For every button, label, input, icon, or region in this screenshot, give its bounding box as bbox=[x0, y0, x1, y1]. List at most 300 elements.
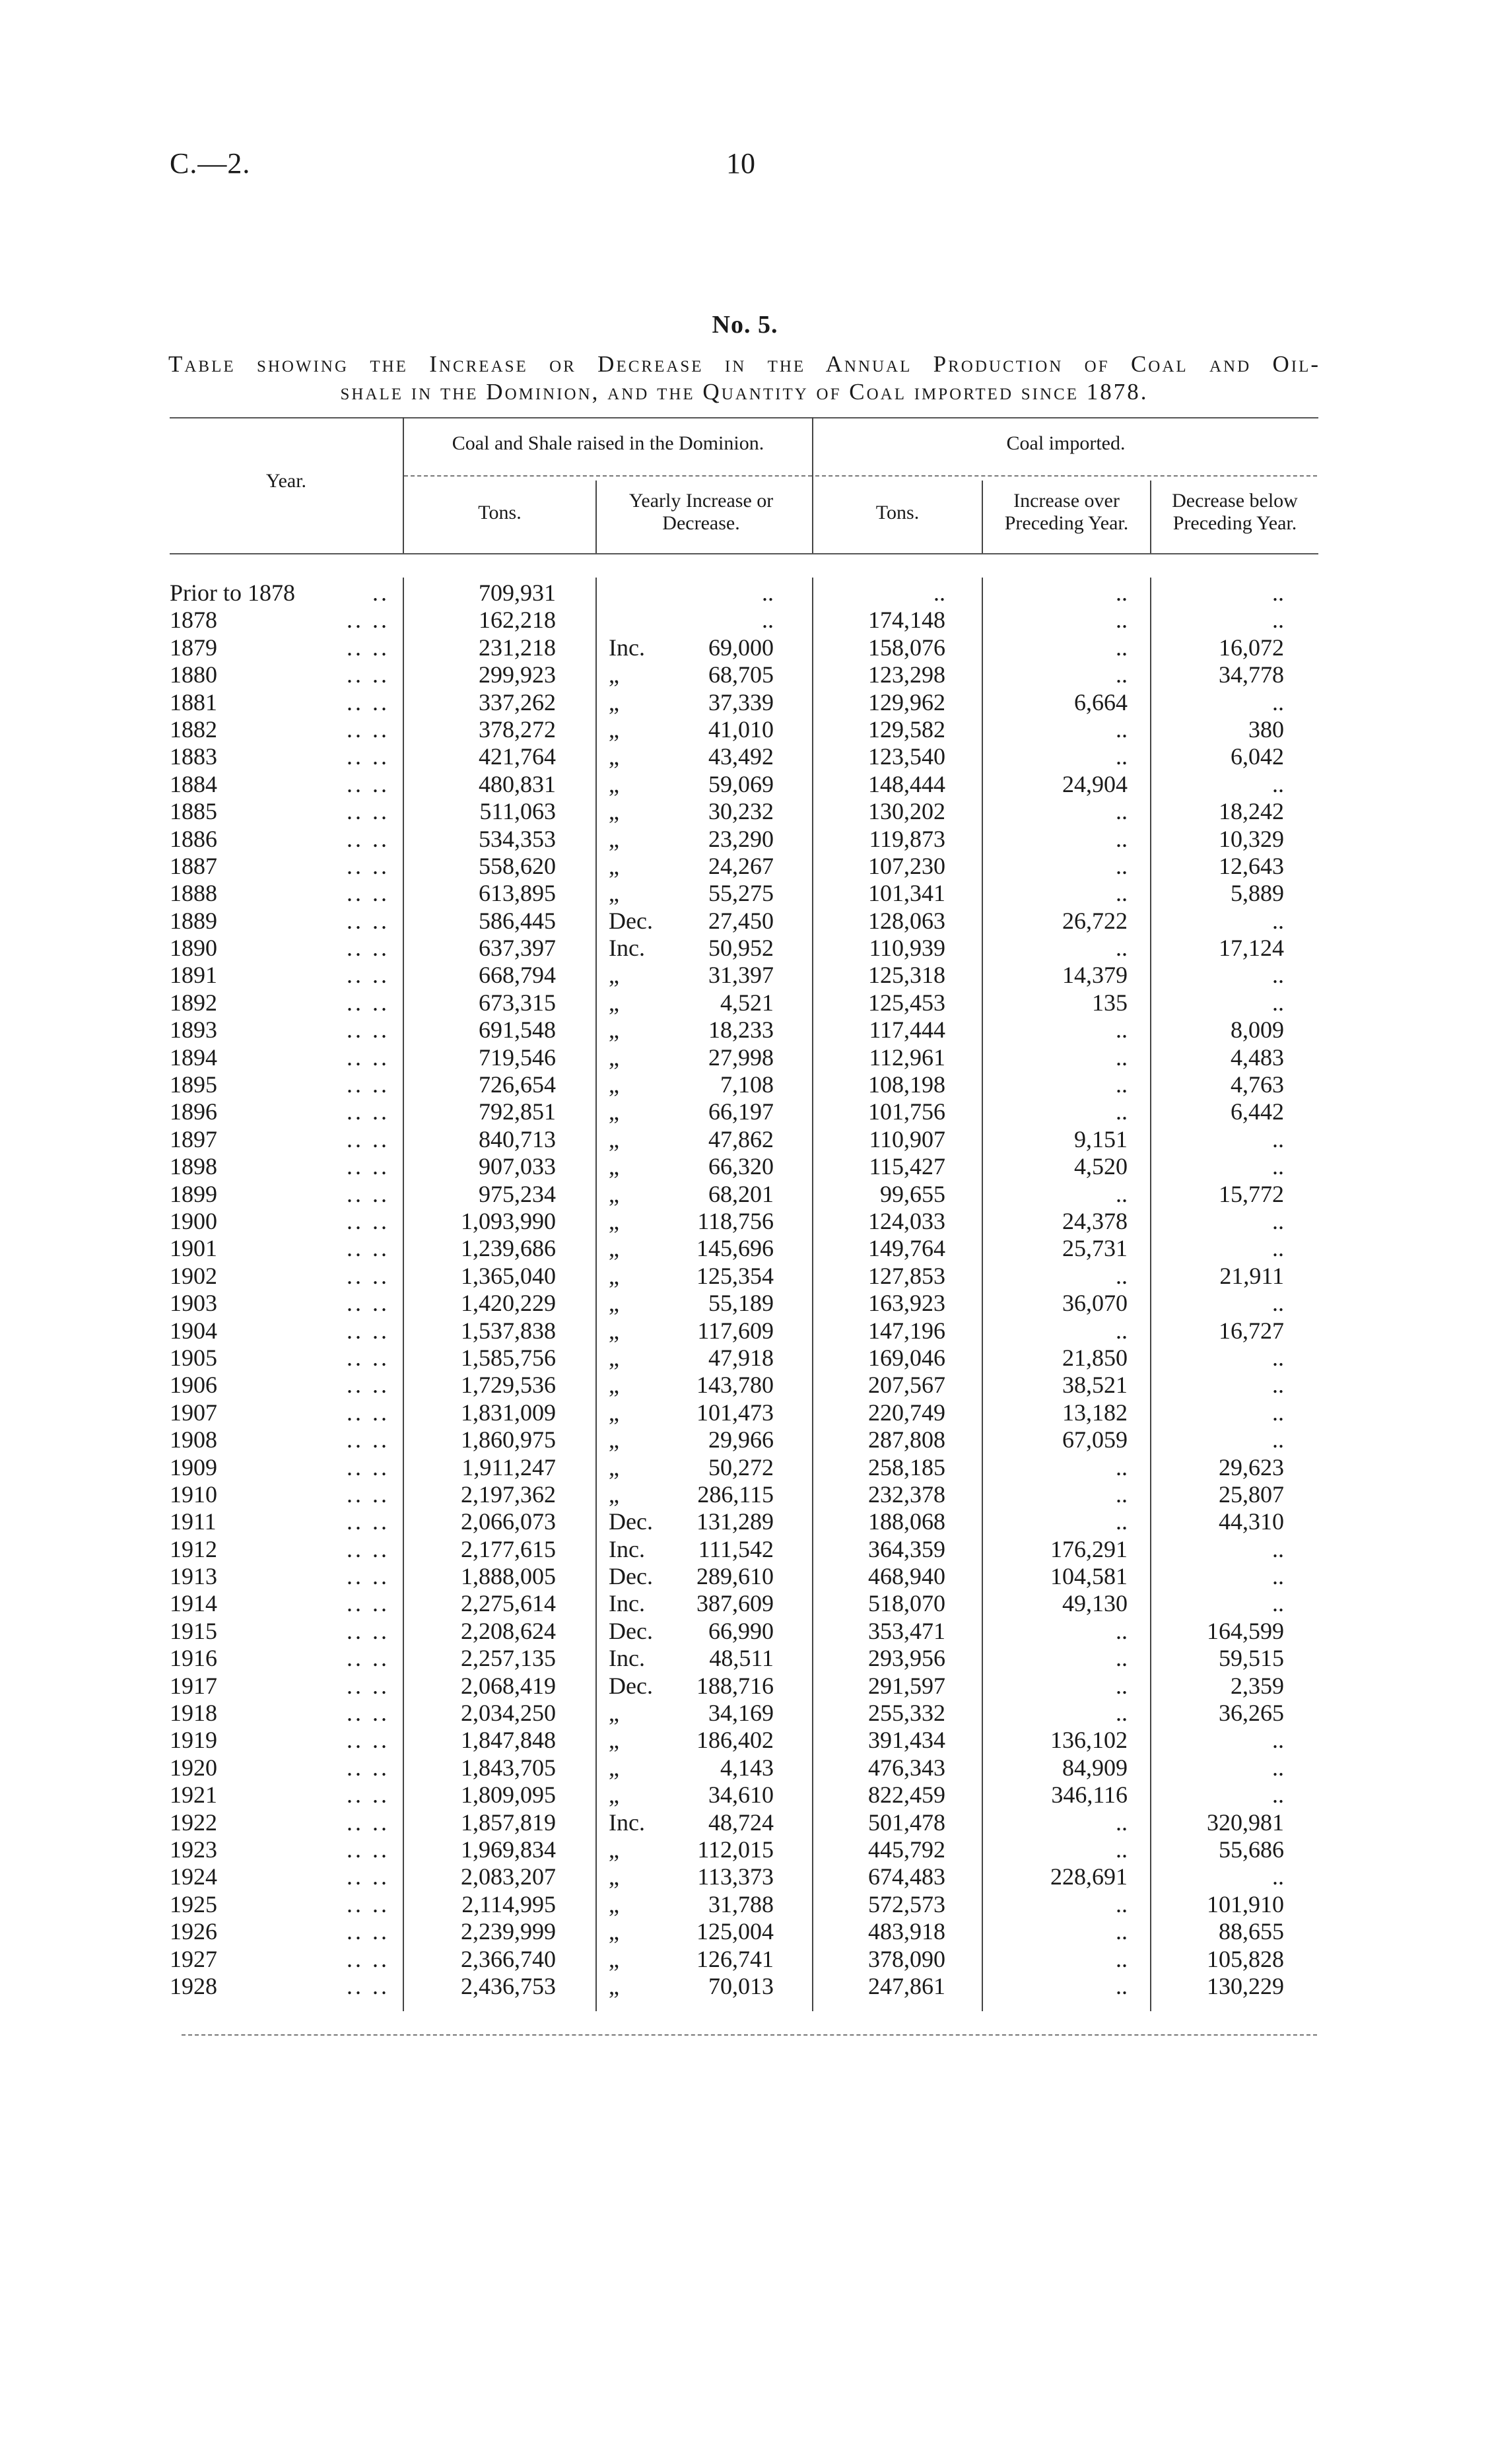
row-decrease-below: 8,009 bbox=[1231, 1016, 1284, 1044]
row-change-type: „ bbox=[609, 1044, 619, 1071]
table-row bbox=[0, 1071, 1490, 1098]
row-imported-tons: 255,332 bbox=[868, 1700, 945, 1727]
row-yearly-change: 24,267 bbox=[708, 852, 774, 879]
row-yearly-change: 31,788 bbox=[708, 1890, 774, 1917]
row-raised-tons: 2,197,362 bbox=[461, 1481, 556, 1508]
row-change-type: „ bbox=[609, 1426, 619, 1453]
table-row bbox=[0, 1454, 1490, 1481]
row-yearly-change: 113,373 bbox=[697, 1863, 774, 1890]
row-raised-tons: 1,729,536 bbox=[461, 1372, 556, 1399]
row-leader-dots: .. .. bbox=[347, 852, 389, 879]
row-imported-tons: 207,567 bbox=[868, 1372, 945, 1399]
row-decrease-below: .. bbox=[1272, 1754, 1284, 1781]
row-year: 1896 bbox=[170, 1098, 217, 1125]
row-leader-dots: .. .. bbox=[347, 1207, 389, 1234]
row-year: 1887 bbox=[170, 852, 217, 879]
row-year: 1900 bbox=[170, 1207, 217, 1234]
row-increase-over: .. bbox=[1116, 1071, 1128, 1098]
table-row bbox=[0, 1836, 1490, 1863]
page-number: 10 bbox=[726, 147, 755, 180]
row-year: 1911 bbox=[170, 1508, 217, 1535]
row-yearly-change: 66,320 bbox=[708, 1153, 774, 1180]
row-imported-tons: 163,923 bbox=[868, 1290, 945, 1317]
row-leader-dots: .. .. bbox=[347, 1098, 389, 1125]
row-increase-over: .. bbox=[1116, 634, 1128, 661]
row-yearly-change: 7,108 bbox=[720, 1071, 774, 1098]
row-change-type: „ bbox=[609, 661, 619, 688]
table-row bbox=[0, 1973, 1490, 2000]
row-leader-dots: .. .. bbox=[347, 1125, 389, 1152]
row-yearly-change: 41,010 bbox=[708, 716, 774, 743]
row-yearly-change: 34,610 bbox=[708, 1781, 774, 1809]
row-leader-dots: .. .. bbox=[347, 1590, 389, 1617]
row-raised-tons: 613,895 bbox=[479, 880, 556, 907]
row-raised-tons: 1,831,009 bbox=[461, 1399, 556, 1426]
row-increase-over: .. bbox=[1116, 1317, 1128, 1344]
row-change-type: „ bbox=[609, 770, 619, 797]
row-increase-over: 228,691 bbox=[1050, 1863, 1128, 1890]
row-yearly-change: 47,918 bbox=[708, 1344, 774, 1371]
row-raised-tons: 1,537,838 bbox=[461, 1317, 556, 1344]
row-change-type: Dec. bbox=[609, 1508, 653, 1535]
table-row bbox=[0, 1590, 1490, 1617]
row-imported-tons: 127,853 bbox=[868, 1262, 945, 1289]
row-raised-tons: 1,093,990 bbox=[461, 1207, 556, 1234]
row-imported-tons: 149,764 bbox=[868, 1235, 945, 1262]
table-row bbox=[0, 1126, 1490, 1153]
row-change-type: „ bbox=[609, 1235, 619, 1262]
table-row bbox=[0, 1317, 1490, 1345]
row-increase-over: .. bbox=[1116, 935, 1128, 962]
row-yearly-change: 387,609 bbox=[696, 1590, 774, 1617]
row-year: 1920 bbox=[170, 1754, 217, 1781]
row-yearly-change: 117,609 bbox=[697, 1317, 774, 1344]
row-leader-dots: .. .. bbox=[347, 825, 389, 852]
row-yearly-change: 29,966 bbox=[708, 1426, 774, 1453]
row-leader-dots: .. .. bbox=[347, 1863, 389, 1890]
row-yearly-change: 30,232 bbox=[708, 798, 774, 825]
row-decrease-below: .. bbox=[1272, 1207, 1284, 1234]
row-decrease-below: .. bbox=[1272, 907, 1284, 934]
row-raised-tons: 162,218 bbox=[479, 607, 556, 634]
row-year: 1888 bbox=[170, 880, 217, 907]
row-decrease-below: 105,828 bbox=[1207, 1945, 1284, 1972]
row-yearly-change: 69,000 bbox=[708, 634, 774, 661]
row-raised-tons: 637,397 bbox=[479, 935, 556, 962]
row-imported-tons: 107,230 bbox=[868, 852, 945, 879]
row-increase-over: 136,102 bbox=[1050, 1727, 1128, 1754]
row-decrease-below: .. bbox=[1272, 607, 1284, 634]
row-yearly-change: 48,724 bbox=[708, 1809, 774, 1836]
row-raised-tons: 558,620 bbox=[479, 852, 556, 879]
row-leader-dots: .. .. bbox=[347, 661, 389, 688]
row-year: 1925 bbox=[170, 1890, 217, 1917]
row-year: 1913 bbox=[170, 1563, 217, 1590]
row-raised-tons: 2,239,999 bbox=[461, 1918, 556, 1945]
row-raised-tons: 1,860,975 bbox=[461, 1426, 556, 1453]
table-row bbox=[0, 1372, 1490, 1399]
table-row bbox=[0, 880, 1490, 907]
row-change-type: „ bbox=[609, 880, 619, 907]
row-decrease-below: 4,483 bbox=[1231, 1044, 1284, 1071]
row-leader-dots: .. .. bbox=[347, 716, 389, 743]
row-yearly-change: .. bbox=[762, 607, 774, 634]
row-raised-tons: 1,365,040 bbox=[461, 1262, 556, 1289]
table-row bbox=[0, 962, 1490, 989]
row-increase-over: .. bbox=[1116, 1672, 1128, 1699]
row-year: 1879 bbox=[170, 634, 217, 661]
row-yearly-change: 143,780 bbox=[696, 1372, 774, 1399]
table-row bbox=[0, 771, 1490, 798]
header-imported-tons: Tons. bbox=[875, 502, 920, 523]
table-row bbox=[0, 989, 1490, 1016]
row-yearly-change: 66,197 bbox=[708, 1098, 774, 1125]
table-row bbox=[0, 1536, 1490, 1563]
row-leader-dots: .. .. bbox=[347, 1016, 389, 1044]
row-imported-tons: 117,444 bbox=[869, 1016, 945, 1044]
row-raised-tons: 668,794 bbox=[479, 962, 556, 989]
row-raised-tons: 1,969,834 bbox=[461, 1836, 556, 1863]
row-increase-over: 21,850 bbox=[1062, 1344, 1128, 1371]
row-raised-tons: 2,066,073 bbox=[461, 1508, 556, 1535]
row-raised-tons: 421,764 bbox=[479, 743, 556, 770]
row-imported-tons: 364,359 bbox=[868, 1535, 945, 1562]
row-yearly-change: 112,015 bbox=[697, 1836, 774, 1863]
row-imported-tons: 147,196 bbox=[868, 1317, 945, 1344]
row-decrease-below: 2,359 bbox=[1231, 1672, 1284, 1699]
row-change-type: „ bbox=[609, 1372, 619, 1399]
row-decrease-below: 130,229 bbox=[1207, 1972, 1284, 1999]
row-decrease-below: .. bbox=[1272, 1863, 1284, 1890]
header-decrease-below: Decrease below Preceding Year. bbox=[1172, 490, 1298, 534]
row-imported-tons: 293,956 bbox=[868, 1645, 945, 1672]
row-decrease-below: 12,643 bbox=[1219, 852, 1284, 879]
row-imported-tons: 483,918 bbox=[868, 1918, 945, 1945]
row-yearly-change: 70,013 bbox=[708, 1972, 774, 1999]
row-year: 1922 bbox=[170, 1809, 217, 1836]
row-leader-dots: .. .. bbox=[347, 743, 389, 770]
row-imported-tons: 169,046 bbox=[868, 1344, 945, 1371]
row-yearly-change: 188,716 bbox=[696, 1672, 774, 1699]
row-raised-tons: 2,275,614 bbox=[461, 1590, 556, 1617]
row-change-type: „ bbox=[609, 1071, 619, 1098]
row-raised-tons: 586,445 bbox=[479, 907, 556, 934]
table-title-line-2-text: shale in the Dominion, and the Quantity of Coal imported since 1878. bbox=[340, 379, 1149, 405]
row-yearly-change: 145,696 bbox=[696, 1235, 774, 1262]
row-decrease-below: 36,265 bbox=[1219, 1700, 1284, 1727]
table-row bbox=[0, 743, 1490, 770]
row-year: 1918 bbox=[170, 1700, 217, 1727]
row-leader-dots: .. .. bbox=[347, 607, 389, 634]
header-top-rule bbox=[170, 417, 1318, 418]
row-change-type: Dec. bbox=[609, 1617, 653, 1644]
row-increase-over: .. bbox=[1116, 1645, 1128, 1672]
row-year: 1890 bbox=[170, 935, 217, 962]
row-raised-tons: 2,114,995 bbox=[461, 1890, 556, 1917]
row-year: 1908 bbox=[170, 1426, 217, 1453]
row-imported-tons: 476,343 bbox=[868, 1754, 945, 1781]
row-change-type: Inc. bbox=[609, 1535, 645, 1562]
table-row bbox=[0, 1645, 1490, 1672]
row-increase-over: .. bbox=[1116, 798, 1128, 825]
row-year: 1894 bbox=[170, 1044, 217, 1071]
row-increase-over: .. bbox=[1116, 1453, 1128, 1481]
row-yearly-change: .. bbox=[762, 580, 774, 606]
row-imported-tons: 130,202 bbox=[868, 798, 945, 825]
row-decrease-below: 16,072 bbox=[1219, 634, 1284, 661]
row-imported-tons: 445,792 bbox=[868, 1836, 945, 1863]
row-imported-tons: 101,341 bbox=[868, 880, 945, 907]
row-imported-tons: 378,090 bbox=[868, 1945, 945, 1972]
header-year: Year. bbox=[265, 470, 307, 492]
row-change-type: „ bbox=[609, 1262, 619, 1289]
row-decrease-below: 15,772 bbox=[1219, 1180, 1284, 1207]
row-change-type: „ bbox=[609, 1317, 619, 1344]
row-increase-over: 38,521 bbox=[1062, 1372, 1128, 1399]
row-change-type: „ bbox=[609, 1207, 619, 1234]
row-leader-dots: .. .. bbox=[347, 1344, 389, 1371]
row-yearly-change: 47,862 bbox=[708, 1125, 774, 1152]
header-raised-tons: Tons. bbox=[478, 502, 522, 523]
row-raised-tons: 1,239,686 bbox=[461, 1235, 556, 1262]
row-imported-tons: 518,070 bbox=[868, 1590, 945, 1617]
row-imported-tons: 158,076 bbox=[868, 634, 945, 661]
row-decrease-below: .. bbox=[1272, 1399, 1284, 1426]
table-row bbox=[0, 1673, 1490, 1700]
table-row bbox=[0, 1563, 1490, 1590]
row-leader-dots: .. .. bbox=[347, 907, 389, 934]
table-row bbox=[0, 1044, 1490, 1071]
table-row bbox=[0, 634, 1490, 661]
row-year: 1882 bbox=[170, 716, 217, 743]
row-year: 1905 bbox=[170, 1344, 217, 1371]
row-increase-over: .. bbox=[1116, 716, 1128, 743]
row-leader-dots: .. .. bbox=[347, 1563, 389, 1590]
row-leader-dots: .. .. bbox=[347, 1645, 389, 1672]
row-leader-dots: .. .. bbox=[347, 1071, 389, 1098]
row-change-type: „ bbox=[609, 798, 619, 825]
row-increase-over: 24,904 bbox=[1062, 770, 1128, 797]
row-change-type: „ bbox=[609, 962, 619, 989]
row-year: 1895 bbox=[170, 1071, 217, 1098]
row-yearly-change: 186,402 bbox=[696, 1727, 774, 1754]
row-raised-tons: 1,847,848 bbox=[461, 1727, 556, 1754]
row-decrease-below: 44,310 bbox=[1219, 1508, 1284, 1535]
table-row bbox=[0, 607, 1490, 634]
row-decrease-below: 6,042 bbox=[1231, 743, 1284, 770]
row-increase-over: 176,291 bbox=[1050, 1535, 1128, 1562]
row-leader-dots: .. .. bbox=[347, 1044, 389, 1071]
row-yearly-change: 118,756 bbox=[697, 1207, 774, 1234]
row-change-type: „ bbox=[609, 1399, 619, 1426]
table-row bbox=[0, 1426, 1490, 1453]
row-leader-dots: .. .. bbox=[347, 1481, 389, 1508]
header-increase-over: Increase over Preceding Year. bbox=[1004, 490, 1129, 534]
row-year: 1878 bbox=[170, 607, 217, 634]
row-leader-dots: .. .. bbox=[347, 1235, 389, 1262]
row-leader-dots: .. .. bbox=[347, 1672, 389, 1699]
row-imported-tons: 123,298 bbox=[868, 661, 945, 688]
row-year: 1921 bbox=[170, 1781, 217, 1809]
row-imported-tons: 148,444 bbox=[868, 770, 945, 797]
row-increase-over: 26,722 bbox=[1062, 907, 1128, 934]
group-divider-imported bbox=[815, 475, 1317, 477]
row-increase-over: 49,130 bbox=[1062, 1590, 1128, 1617]
header-bottom-rule bbox=[170, 553, 1318, 554]
row-decrease-below: .. bbox=[1272, 1727, 1284, 1754]
row-increase-over: .. bbox=[1116, 1016, 1128, 1044]
row-leader-dots: .. .. bbox=[347, 1700, 389, 1727]
row-yearly-change: 125,354 bbox=[696, 1262, 774, 1289]
row-change-type: „ bbox=[609, 1453, 619, 1481]
row-imported-tons: 188,068 bbox=[868, 1508, 945, 1535]
row-increase-over: .. bbox=[1116, 1508, 1128, 1535]
row-yearly-change: 66,990 bbox=[708, 1617, 774, 1644]
row-leader-dots: .. .. bbox=[347, 1372, 389, 1399]
table-row bbox=[0, 1809, 1490, 1836]
row-decrease-below: .. bbox=[1272, 989, 1284, 1016]
row-raised-tons: 726,654 bbox=[479, 1071, 556, 1098]
row-yearly-change: 55,275 bbox=[708, 880, 774, 907]
row-imported-tons: 101,756 bbox=[868, 1098, 945, 1125]
row-yearly-change: 4,521 bbox=[720, 989, 774, 1016]
header-yearly-change: Yearly Increase or Decrease. bbox=[628, 490, 774, 534]
row-year: 1928 bbox=[170, 1972, 217, 1999]
row-change-type: „ bbox=[609, 852, 619, 879]
row-year: 1919 bbox=[170, 1727, 217, 1754]
table-row bbox=[0, 1263, 1490, 1290]
row-raised-tons: 691,548 bbox=[479, 1016, 556, 1044]
row-change-type: „ bbox=[609, 1481, 619, 1508]
row-imported-tons: 353,471 bbox=[868, 1617, 945, 1644]
row-imported-tons: 287,808 bbox=[868, 1426, 945, 1453]
row-raised-tons: 2,034,250 bbox=[461, 1700, 556, 1727]
row-increase-over: 84,909 bbox=[1062, 1754, 1128, 1781]
row-decrease-below: .. bbox=[1272, 1781, 1284, 1809]
row-yearly-change: 43,492 bbox=[708, 743, 774, 770]
row-raised-tons: 337,262 bbox=[479, 688, 556, 716]
row-leader-dots: .. .. bbox=[347, 1290, 389, 1317]
row-change-type: Inc. bbox=[609, 634, 645, 661]
row-change-type: Inc. bbox=[609, 935, 645, 962]
row-raised-tons: 1,857,819 bbox=[461, 1809, 556, 1836]
row-imported-tons: 501,478 bbox=[868, 1809, 945, 1836]
table-row bbox=[0, 935, 1490, 962]
row-increase-over: .. bbox=[1116, 1044, 1128, 1071]
row-change-type: „ bbox=[609, 989, 619, 1016]
row-imported-tons: 232,378 bbox=[868, 1481, 945, 1508]
row-leader-dots: .. .. bbox=[347, 1426, 389, 1453]
row-change-type: „ bbox=[609, 1344, 619, 1371]
row-change-type: „ bbox=[609, 716, 619, 743]
row-increase-over: .. bbox=[1116, 607, 1128, 634]
row-raised-tons: 1,911,247 bbox=[461, 1453, 556, 1481]
row-year: 1881 bbox=[170, 688, 217, 716]
row-yearly-change: 59,069 bbox=[708, 770, 774, 797]
page-reference: C.—2. bbox=[170, 147, 251, 180]
row-increase-over: 67,059 bbox=[1062, 1426, 1128, 1453]
table-row bbox=[0, 826, 1490, 853]
row-decrease-below: .. bbox=[1272, 1344, 1284, 1371]
row-yearly-change: 111,542 bbox=[698, 1535, 774, 1562]
row-yearly-change: 55,189 bbox=[708, 1290, 774, 1317]
row-year: 1915 bbox=[170, 1617, 217, 1644]
table-row bbox=[0, 1098, 1490, 1125]
row-change-type: „ bbox=[609, 1098, 619, 1125]
row-leader-dots: .. bbox=[372, 580, 389, 606]
row-year: 1886 bbox=[170, 825, 217, 852]
row-change-type: Dec. bbox=[609, 907, 653, 934]
table-bottom-rule bbox=[182, 2034, 1317, 2036]
header-group-imported: Coal imported. bbox=[1006, 432, 1126, 454]
row-leader-dots: .. .. bbox=[347, 1453, 389, 1481]
table-title-line-1-text: Table showing the Increase or Decrease in the Annual Production of Coal and Oil- bbox=[168, 351, 1320, 377]
row-decrease-below: 21,911 bbox=[1219, 1262, 1284, 1289]
row-imported-tons: 125,453 bbox=[868, 989, 945, 1016]
row-imported-tons: 110,907 bbox=[869, 1125, 945, 1152]
row-increase-over: 25,731 bbox=[1062, 1235, 1128, 1262]
row-year: 1884 bbox=[170, 770, 217, 797]
row-leader-dots: .. .. bbox=[347, 1153, 389, 1180]
row-imported-tons: 124,033 bbox=[868, 1207, 945, 1234]
row-decrease-below: 34,778 bbox=[1219, 661, 1284, 688]
row-change-type: „ bbox=[609, 1918, 619, 1945]
row-yearly-change: 131,289 bbox=[696, 1508, 774, 1535]
row-year: 1909 bbox=[170, 1453, 217, 1481]
row-year: 1902 bbox=[170, 1262, 217, 1289]
row-increase-over: .. bbox=[1116, 880, 1128, 907]
row-imported-tons: 572,573 bbox=[868, 1890, 945, 1917]
row-increase-over: .. bbox=[1116, 1098, 1128, 1125]
row-year: 1889 bbox=[170, 907, 217, 934]
table-row bbox=[0, 1946, 1490, 1973]
row-change-type: „ bbox=[609, 1727, 619, 1754]
row-change-type: „ bbox=[609, 1016, 619, 1044]
row-leader-dots: .. .. bbox=[347, 935, 389, 962]
row-yearly-change: 101,473 bbox=[696, 1399, 774, 1426]
row-imported-tons: 123,540 bbox=[868, 743, 945, 770]
row-yearly-change: 50,952 bbox=[708, 935, 774, 962]
table-row bbox=[0, 1918, 1490, 1945]
table-row bbox=[0, 1891, 1490, 1918]
row-raised-tons: 480,831 bbox=[479, 770, 556, 797]
row-increase-over: .. bbox=[1116, 743, 1128, 770]
row-year: 1898 bbox=[170, 1153, 217, 1180]
row-increase-over: .. bbox=[1116, 1180, 1128, 1207]
row-change-type: „ bbox=[609, 1153, 619, 1180]
row-leader-dots: .. .. bbox=[347, 1972, 389, 1999]
row-imported-tons: 391,434 bbox=[868, 1727, 945, 1754]
row-change-type: Dec. bbox=[609, 1563, 653, 1590]
row-increase-over: .. bbox=[1116, 1481, 1128, 1508]
row-imported-tons: 110,939 bbox=[869, 935, 945, 962]
row-increase-over: .. bbox=[1116, 1809, 1128, 1836]
row-imported-tons: 247,861 bbox=[868, 1972, 945, 1999]
table-row bbox=[0, 1727, 1490, 1754]
table-row bbox=[0, 716, 1490, 743]
row-year: 1885 bbox=[170, 798, 217, 825]
row-change-type: Inc. bbox=[609, 1809, 645, 1836]
row-leader-dots: .. .. bbox=[347, 989, 389, 1016]
row-leader-dots: .. .. bbox=[347, 688, 389, 716]
row-raised-tons: 378,272 bbox=[479, 716, 556, 743]
row-raised-tons: 1,843,705 bbox=[461, 1754, 556, 1781]
row-decrease-below: .. bbox=[1272, 1290, 1284, 1317]
row-leader-dots: .. .. bbox=[347, 1727, 389, 1754]
row-imported-tons: 108,198 bbox=[868, 1071, 945, 1098]
row-increase-over: .. bbox=[1116, 1918, 1128, 1945]
row-increase-over: .. bbox=[1116, 852, 1128, 879]
